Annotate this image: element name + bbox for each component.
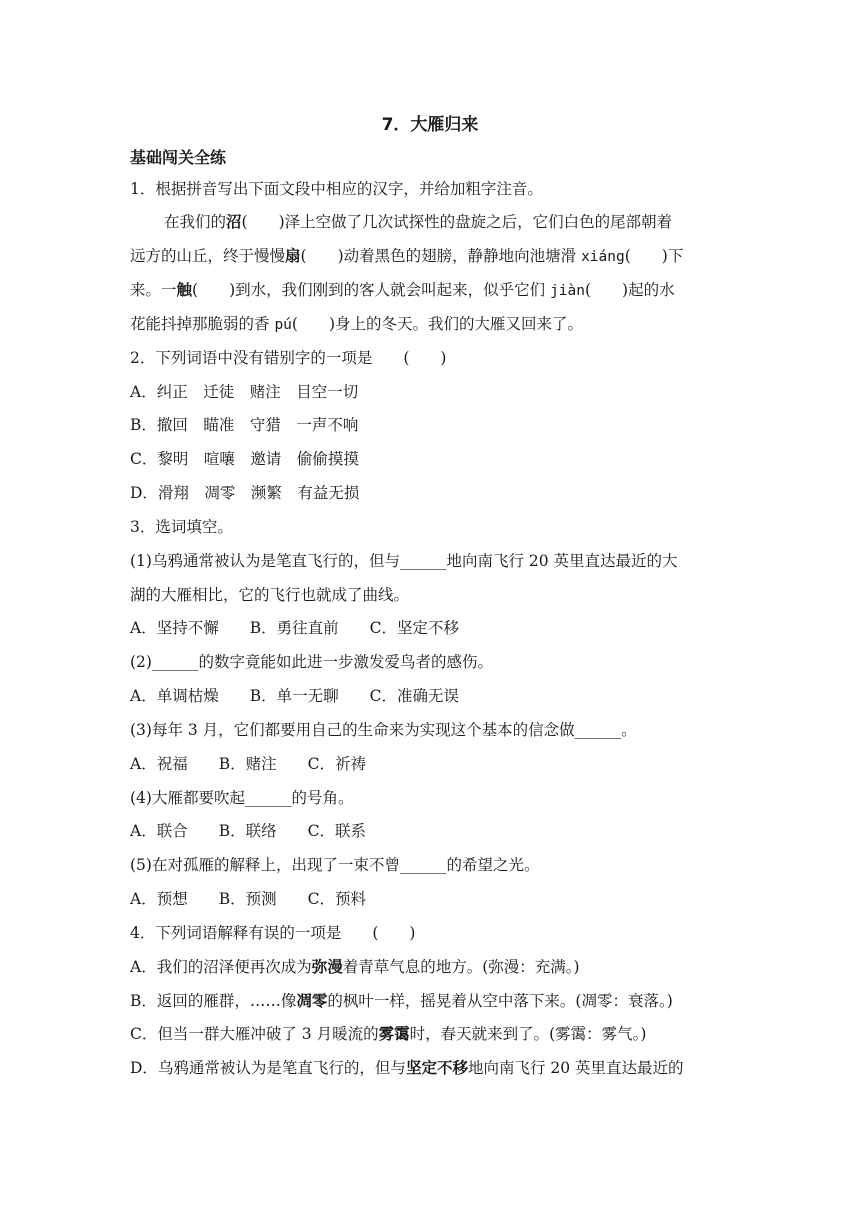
q2-option-a: A．纠正 迁徒 赌注 目空一切 [130, 383, 359, 401]
q3-sentence-3: (3)每年 3 月，它们都要用自己的生命来为实现这个基本的信念做______。 [130, 721, 637, 739]
q1-passage-line-3 [130, 278, 740, 303]
q3-options-2: A．单调枯燥 B．单一无聊 C．准确无误 [130, 687, 459, 705]
q1-text: 远方的山丘，终于慢慢 [130, 247, 286, 265]
q1-bold-char: 沼 [226, 213, 242, 231]
q3-stem: 3．选词填空。 [130, 518, 233, 536]
q1-pinyin: pú [274, 317, 292, 333]
q4-stem: 4．下列词语解释有误的一项是 ( ) [130, 924, 416, 942]
q4-option-c [130, 1022, 740, 1046]
q2-option-c: C．黎明 喧嚷 邀请 偷偷摸摸 [130, 450, 359, 468]
q1-bold-char: 触 [176, 281, 193, 299]
q1-text: ( )动着黑色的翅膀，静静地向池塘滑 [300, 247, 582, 265]
q1-text: 来。一 [130, 281, 177, 299]
q4-bold-word: 凋零 [296, 992, 328, 1010]
q1-pinyin: xiáng [581, 249, 625, 265]
q4-text: 着青草气息的地方。(弥漫：充满。) [342, 958, 580, 976]
q1-text: ( )身上的冬天。我们的大雁又回来了。 [291, 315, 584, 333]
q2-option-b: B．撤回 瞄准 守猎 一声不响 [130, 416, 359, 434]
q3-sentence-5: (5)在对孤雁的解释上，出现了一束不曾______的希望之光。 [130, 856, 540, 874]
q4-option-a [130, 955, 740, 979]
q4-text: 的枫叶一样，摇晃着从空中落下来。(凋零：衰落。) [327, 992, 673, 1010]
q1-passage-line-2 [130, 244, 740, 269]
q1-passage-line-1 [164, 210, 774, 234]
q1-stem: 1．根据拼音写出下面文段中相应的汉字，并给加粗字注音。 [130, 180, 543, 198]
q2-option-d: D．滑翔 凋零 濒繁 有益无损 [130, 484, 360, 502]
q4-text: 时，春天就来到了。(雾霭：雾气。) [409, 1025, 647, 1043]
q3-options-1: A．坚持不懈 B．勇往直前 C．坚定不移 [130, 619, 459, 637]
q3-sentence-2: (2)______的数字竟能如此进一步激发爱鸟者的感伤。 [130, 653, 493, 671]
q3-options-4: A．联合 B．联络 C．联系 [130, 822, 366, 840]
q4-text: B．返回的雁群，……像 [130, 992, 297, 1010]
q1-text: 花能抖掉那脆弱的香 [130, 315, 275, 333]
q4-option-b [130, 989, 740, 1013]
q3-sentence-1: (1)乌鸦通常被认为是笔直飞行的，但与______地向南飞行 20 英里直达最近的大 [130, 552, 678, 570]
q1-text: 在我们的 [164, 213, 227, 231]
q4-text: 地向南飞行 20 英里直达最近的 [467, 1059, 684, 1077]
q4-text: D．乌鸦通常被认为是笔直飞行的，但与 [130, 1059, 406, 1077]
q1-pinyin: jiàn [550, 283, 585, 299]
q4-bold-word: 雾霭 [378, 1025, 410, 1043]
q4-option-d [130, 1056, 740, 1080]
q2-stem: 2．下列词语中没有错别字的一项是 ( ) [130, 349, 447, 367]
q1-passage-line-4 [130, 312, 740, 337]
q1-text: ( )泽上空做了几次试探性的盘旋之后，它们白色的尾部朝着 [241, 213, 673, 231]
q4-bold-word: 坚定不移 [405, 1059, 468, 1077]
q1-bold-char: 扇 [285, 247, 301, 265]
lesson-title: 7．大雁归来 [381, 115, 479, 135]
q4-text: A．我们的沼泽便再次成为 [130, 958, 312, 976]
q1-text: ( )到水，我们刚到的客人就会叫起来，似乎它们 [192, 281, 551, 299]
q1-text: ( )起的水 [584, 281, 675, 299]
q3-options-3: A．祝福 B．赌注 C．祈祷 [130, 755, 366, 773]
section-heading: 基础闯关全练 [130, 148, 227, 167]
q4-bold-word: 弥漫 [311, 958, 343, 976]
q3-sentence-4: (4)大雁都要吹起______的号角。 [130, 789, 354, 807]
q1-text: ( )下 [624, 247, 684, 265]
q3-sentence-1-cont: 湖的大雁相比，它的飞行也就成了曲线。 [130, 586, 410, 604]
q4-text: C．但当一群大雁冲破了 3 月暖流的 [130, 1025, 379, 1043]
q3-options-5: A．预想 B．预测 C．预料 [130, 890, 366, 908]
